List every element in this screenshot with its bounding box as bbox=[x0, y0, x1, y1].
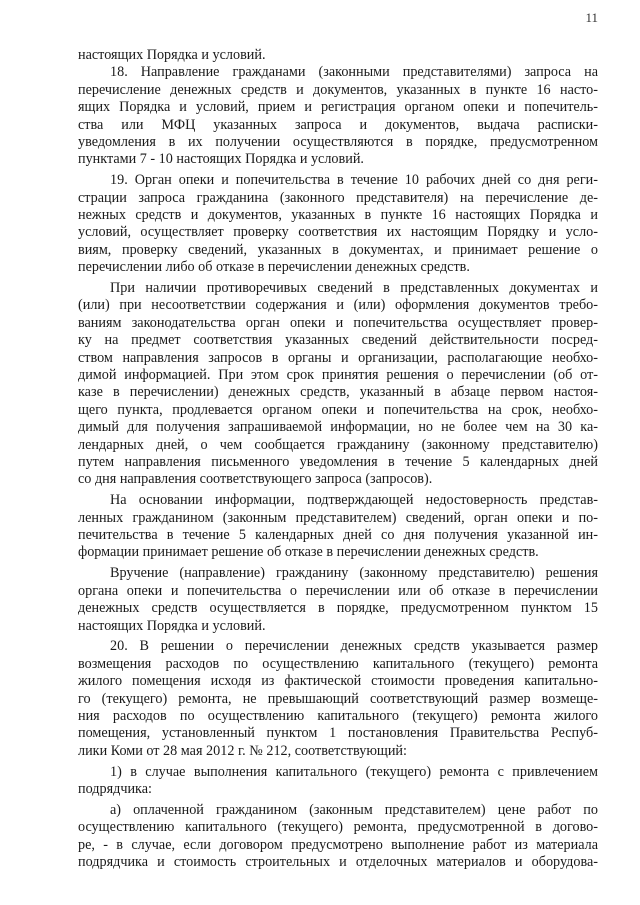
text-line: жилого помещения исходя из фактической стоимости проведения капитально- bbox=[78, 673, 598, 690]
text-line: подрядчика и стоимость строительных и отделочных материалов и оборудова- bbox=[78, 854, 598, 871]
text-line: ством направления запросов в органы и организации, располагающие необхо- bbox=[78, 349, 598, 366]
text-line: ваниям законодательства орган опеки и попечительства осуществляет провер- bbox=[78, 314, 598, 331]
text-line: осуществлению капитального (текущего) ремонта, предусмотренной в догово- bbox=[78, 819, 598, 836]
text-line: помещения, установленный пунктом 1 постановления Правительства Респуб- bbox=[78, 725, 598, 742]
text-line: На основании информации, подтверждающей недостоверность представ- bbox=[110, 492, 598, 509]
text-line: 19. Орган опеки и попечительства в течение 10 рабочих дней со дня реги- bbox=[110, 172, 598, 189]
text-line: казе в перечислении) денежных средств, указанный в абзаце первом настоя- bbox=[78, 384, 598, 401]
document-body bbox=[78, 47, 598, 871]
text-line: а) оплаченной гражданином (законным представителем) цене работ по bbox=[110, 801, 598, 818]
text-line: перечисление денежных средств и документов, указанных в пункте 16 насто- bbox=[78, 81, 598, 98]
text-line: уведомления в их получении осуществляются в порядке, предусмотренном bbox=[78, 133, 598, 150]
text-line: нежных средств и документов, указанных в пункте 16 настоящих Порядка и bbox=[78, 207, 598, 224]
text-line: ленных гражданином (законным представителем) сведений, орган опеки и по- bbox=[78, 509, 598, 526]
text-line: ре, - в случае, если договором предусмотрено выполнение работ из материала bbox=[78, 836, 598, 853]
page-number: 11 bbox=[585, 10, 598, 25]
text-line: настоящих Порядка и условий. bbox=[78, 47, 266, 63]
text-line: ния расходов по осуществлению капитального (текущего) ремонта жилого bbox=[78, 707, 598, 724]
text-line: пунктами 7 - 10 настоящих Порядка и условий. bbox=[78, 151, 364, 168]
text-line: лики Коми от 28 мая 2012 г. № 212, соответствующий: bbox=[78, 742, 407, 759]
text-line: лендарных дней, о чем сообщается гражданину (законному представителю) bbox=[78, 436, 598, 453]
text-line: При наличии противоречивых сведений в представленных документах и bbox=[110, 280, 598, 297]
text-line: щего пункта, продлевается органом опеки и попечительства на срок, необхо- bbox=[78, 401, 598, 418]
text-line: го (текущего) ремонта, не превышающий соответствующий размер возмеще- bbox=[78, 690, 598, 707]
text-line: подрядчика: bbox=[78, 781, 152, 798]
text-line: 18. Направление гражданами (законными представителями) запроса на bbox=[110, 64, 598, 81]
text-line: виям, проверку сведений, указанных в документах, и принимает решение о bbox=[78, 241, 598, 258]
text-line: ящих Порядка и условий, прием и регистрация органом опеки и попечитель- bbox=[78, 99, 598, 116]
text-line: органа опеки и попечительства о перечислении или об отказе в перечислении bbox=[78, 582, 598, 599]
text-line: ку на предмет соответствия указанных сведений действительности посред- bbox=[78, 332, 598, 349]
text-line: 1) в случае выполнения капитального (текущего) ремонта с привлечением bbox=[110, 763, 598, 780]
text-line: путем направления письменного уведомления в течение 5 календарных дней bbox=[78, 453, 598, 470]
text-line: настоящих Порядка и условий. bbox=[78, 617, 266, 634]
text-line: условий, осуществляет проверку соответствия их настоящим Порядку и усло- bbox=[78, 224, 598, 241]
text-line: 20. В решении о перечислении денежных средств указывается размер bbox=[110, 638, 598, 655]
text-line: Вручение (направление) гражданину (законному представителю) решения bbox=[110, 565, 598, 582]
text-line: (или) при несоответствии содержания и (или) оформления документов требо- bbox=[78, 297, 598, 314]
text-line: со дня направления соответствующего запроса (запросов). bbox=[78, 471, 433, 488]
text-line: димой информацией. При этом срок принятия решения о перечислении (об от- bbox=[78, 367, 598, 384]
text-line: формации принимает решение об отказе в перечислении денежных средств. bbox=[78, 544, 539, 561]
text-line: возмещения расходов по осуществлению капитального (текущего) ремонта bbox=[78, 655, 598, 672]
text-line: перечислении либо об отказе в перечислении денежных средств. bbox=[78, 259, 470, 276]
text-line: денежных средств осуществляется в порядке, предусмотренном пунктом 15 bbox=[78, 600, 598, 617]
text-line: димый для получения запрашиваемой информации, но не более чем на 30 ка- bbox=[78, 419, 598, 436]
text-line: ства или МФЦ указанных запроса и документов, выдача расписки- bbox=[78, 116, 598, 133]
text-line: печительства в течение 5 календарных дней со дня получения указанной ин- bbox=[78, 527, 598, 544]
text-line: страции запроса гражданина (законного представителя) на перечисление де- bbox=[78, 189, 598, 206]
